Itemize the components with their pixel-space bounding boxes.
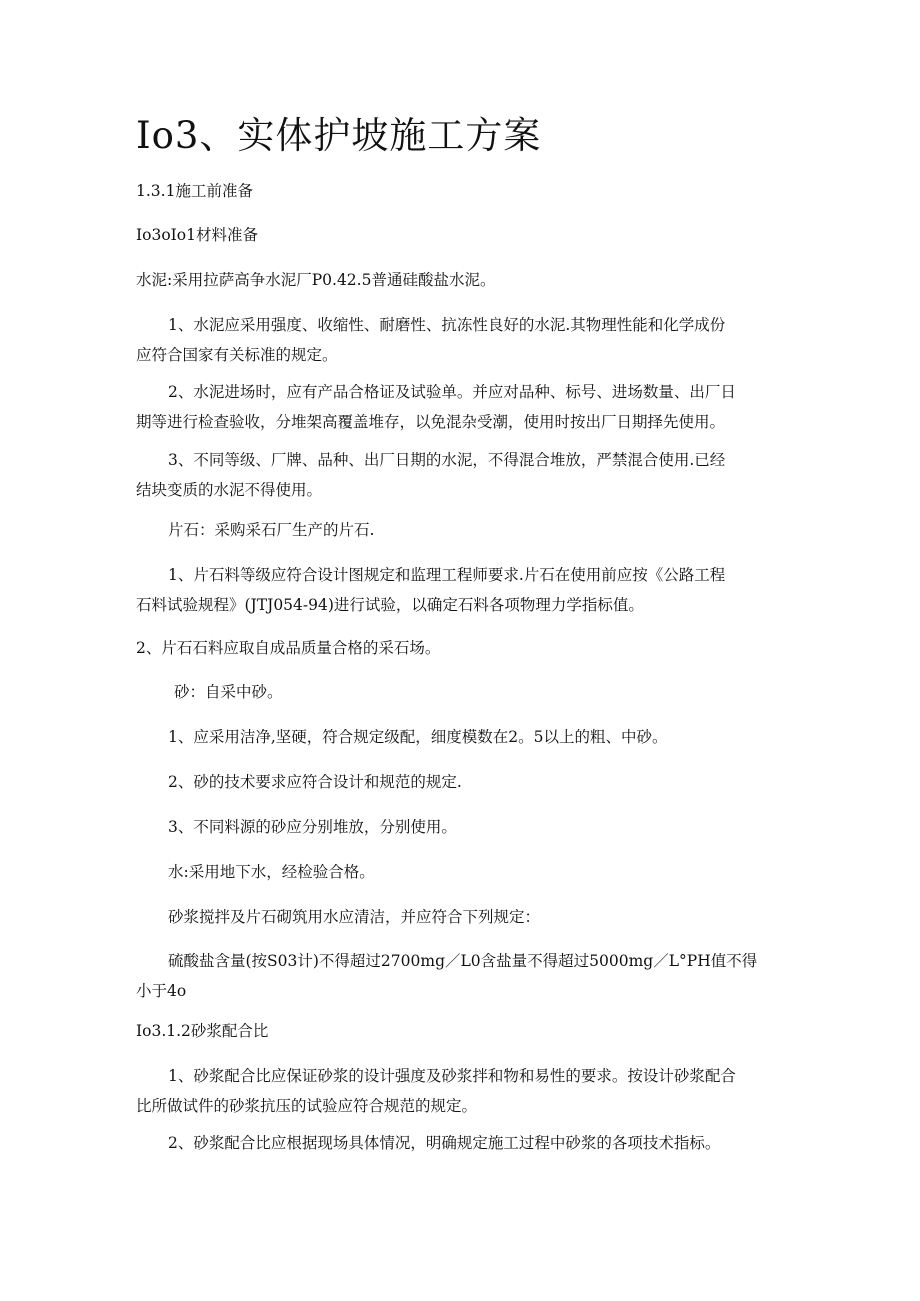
mortar-item-2: 2、砂浆配合比应根据现场具体情况，明确规定施工过程中砂浆的各项技术指标。: [168, 1134, 721, 1152]
water-requirements: 砂浆搅拌及片石砌筑用水应清洁，并应符合下列规定：: [168, 908, 541, 926]
stone-intro: 片石：采购采石厂生产的片石.: [168, 521, 375, 539]
cement-item-3-line-1: 3、不同等级、厂牌、品种、出厂日期的水泥，不得混合堆放，严禁混合使用.已经: [168, 451, 726, 469]
stone-item-1-line-1: 1、片石料等级应符合设计图规定和监理工程师要求.片石在使用前应按《公路工程: [168, 566, 726, 584]
subsection-heading-materials: Io3oIo1材料准备: [136, 226, 258, 244]
cement-item-2-line-2: 期等进行检查验收，分堆架高覆盖堆存，以免混杂受潮，使用时按出厂日期择先使用。: [136, 413, 726, 431]
cement-item-3-line-2: 结块变质的水泥不得使用。: [136, 481, 323, 499]
sand-item-3: 3、不同料源的砂应分别堆放，分别使用。: [168, 818, 457, 836]
mortar-item-1-line-1: 1、砂浆配合比应保证砂浆的设计强度及砂浆拌和物和易性的要求。按设计砂浆配合: [168, 1067, 736, 1085]
stone-item-1-line-2: 石料试验规程》(JTJ054-94)进行试验，以确定石料各项物理力学指标值。: [136, 596, 644, 614]
section-heading-1-3-1: 1.3.1施工前准备: [136, 182, 253, 200]
sand-intro: 砂：自采中砂。: [174, 683, 283, 701]
cement-item-1-line-1: 1、水泥应采用强度、收缩性、耐磨性、抗冻性良好的水泥.其物理性能和化学成份: [168, 316, 726, 334]
mortar-item-1: [136, 1061, 796, 1121]
cement-item-2-line-1: 2、水泥进场时，应有产品合格证及试验单。并应对品种、标号、进场数量、出厂日: [168, 383, 736, 401]
water-sulfate-limits-line-2: 小于4o: [136, 982, 187, 1000]
cement-item-1-line-2: 应符合国家有关标准的规定。: [136, 346, 338, 364]
stone-item-2: 2、片石石料应取自成品质量合格的采石场。: [136, 639, 441, 657]
sand-item-2: 2、砂的技术要求应符合设计和规范的规定.: [168, 773, 462, 791]
subsection-heading-mortar-mix: Io3.1.2砂浆配合比: [136, 1022, 269, 1040]
document-title: Io3、实体护坡施工方案: [136, 114, 542, 157]
water-sulfate-limits-line-1: 硫酸盐含量(按S03计)不得超过2700mg／L0含盐量不得超过5000mg／L°PH值不得: [168, 952, 758, 970]
cement-intro: 水泥:采用拉萨高争水泥厂P0.42.5普通硅酸盐水泥。: [136, 271, 496, 289]
mortar-item-1-line-2: 比所做试件的砂浆抗压的试验应符合规范的规定。: [136, 1097, 478, 1115]
water-sulfate-limits: [136, 946, 796, 1006]
cement-item-2: [136, 377, 796, 437]
cement-item-3: [136, 445, 796, 505]
stone-item-1: [136, 560, 796, 620]
sand-item-1: 1、应采用洁净,坚硬，符合规定级配，细度模数在2。5以上的粗、中砂。: [168, 728, 668, 746]
cement-item-1: [136, 310, 796, 370]
water-intro: 水:采用地下水，经检验合格。: [168, 863, 375, 881]
